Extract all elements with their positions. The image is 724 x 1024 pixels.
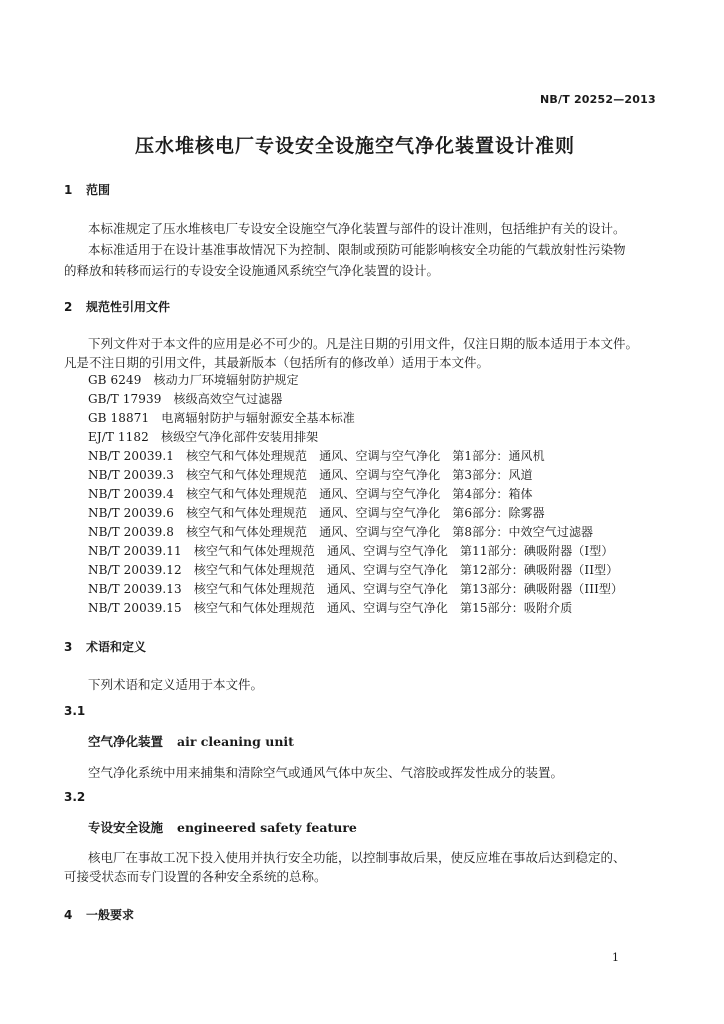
section-title: 一般要求	[86, 908, 135, 922]
section-4-heading	[64, 906, 134, 923]
definition: 可接受状态而专门设置的各种安全系统的总称。	[64, 869, 327, 884]
reference-item: NB/T 20039.4 核空气和气体处理规范 通风、空调与空气净化 第4部分：箱体	[88, 487, 533, 501]
reference-item: GB 18871 电离辐射防护与辐射源安全基本标准	[88, 411, 355, 425]
definition: 核电厂在事故工况下投入使用并执行安全功能，以控制事故后果，使反应堆在事故后达到稳定的、	[88, 850, 626, 865]
term-3-1	[88, 732, 294, 750]
paragraph: 下列术语和定义适用于本文件。	[88, 677, 264, 692]
section-number: 3	[64, 640, 73, 654]
term-chinese: 专设安全设施	[88, 820, 164, 835]
reference-item: NB/T 20039.11 核空气和气体处理规范 通风、空调与空气净化 第11部分：碘吸附器（I型）	[88, 544, 614, 558]
reference-item: NB/T 20039.15 核空气和气体处理规范 通风、空调与空气净化 第15部分：吸附介质	[88, 601, 573, 615]
reference-item: NB/T 20039.8 核空气和气体处理规范 通风、空调与空气净化 第8部分：中效空气过滤器	[88, 525, 594, 539]
section-title: 规范性引用文件	[86, 300, 171, 314]
reference-item: GB/T 17939 核级高效空气过滤器	[88, 392, 283, 406]
section-title: 范围	[86, 183, 111, 197]
section-1-heading	[64, 181, 110, 198]
paragraph: 的释放和转移而运行的专设安全设施通风系统空气净化装置的设计。	[64, 263, 440, 278]
paragraph: 本标准适用于在设计基准事故情况下为控制、限制或预防可能影响核安全功能的气载放射性污染物	[88, 242, 626, 257]
section-number: 1	[64, 183, 73, 197]
section-2-heading	[64, 298, 170, 315]
standard-number: NB/T 20252—2013	[540, 93, 656, 106]
reference-list	[88, 372, 623, 617]
section-3-heading	[64, 638, 146, 655]
reference-item: GB 6249 核动力厂环境辐射防护规定	[88, 373, 299, 387]
reference-item: NB/T 20039.1 核空气和气体处理规范 通风、空调与空气净化 第1部分：通风机	[88, 449, 545, 463]
term-english: engineered safety feature	[177, 820, 357, 835]
term-english: air cleaning unit	[177, 734, 294, 749]
section-number: 2	[64, 300, 73, 314]
paragraph: 凡是不注日期的引用文件，其最新版本（包括所有的修改单）适用于本文件。	[64, 355, 490, 370]
reference-item: NB/T 20039.13 核空气和气体处理规范 通风、空调与空气净化 第13部分：碘吸附器（III型）	[88, 582, 624, 596]
clause-number: 3.2	[64, 790, 86, 804]
page-number: 1	[612, 951, 619, 964]
definition: 空气净化系统中用来捕集和清除空气或通风气体中灰尘、气溶胶或挥发性成分的装置。	[88, 765, 564, 780]
reference-item: NB/T 20039.3 核空气和气体处理规范 通风、空调与空气净化 第3部分：风道	[88, 468, 533, 482]
clause-number: 3.1	[64, 704, 86, 718]
term-3-2	[88, 818, 357, 836]
reference-item: NB/T 20039.12 核空气和气体处理规范 通风、空调与空气净化 第12部分：碘吸附器（II型）	[88, 563, 619, 577]
section-number: 4	[64, 908, 73, 922]
paragraph: 本标准规定了压水堆核电厂专设安全设施空气净化装置与部件的设计准则，包括维护有关的设计。	[88, 221, 626, 236]
page-title: 压水堆核电厂专设安全设施空气净化装置设计准则	[135, 135, 576, 157]
reference-item: EJ/T 1182 核级空气净化部件安装用排架	[88, 430, 319, 444]
paragraph: 下列文件对于本文件的应用是必不可少的。凡是注日期的引用文件，仅注日期的版本适用于本文件。	[88, 336, 639, 351]
reference-item: NB/T 20039.6 核空气和气体处理规范 通风、空调与空气净化 第6部分：除雾器	[88, 506, 545, 520]
section-title: 术语和定义	[86, 640, 147, 654]
term-chinese: 空气净化装置	[88, 734, 164, 749]
